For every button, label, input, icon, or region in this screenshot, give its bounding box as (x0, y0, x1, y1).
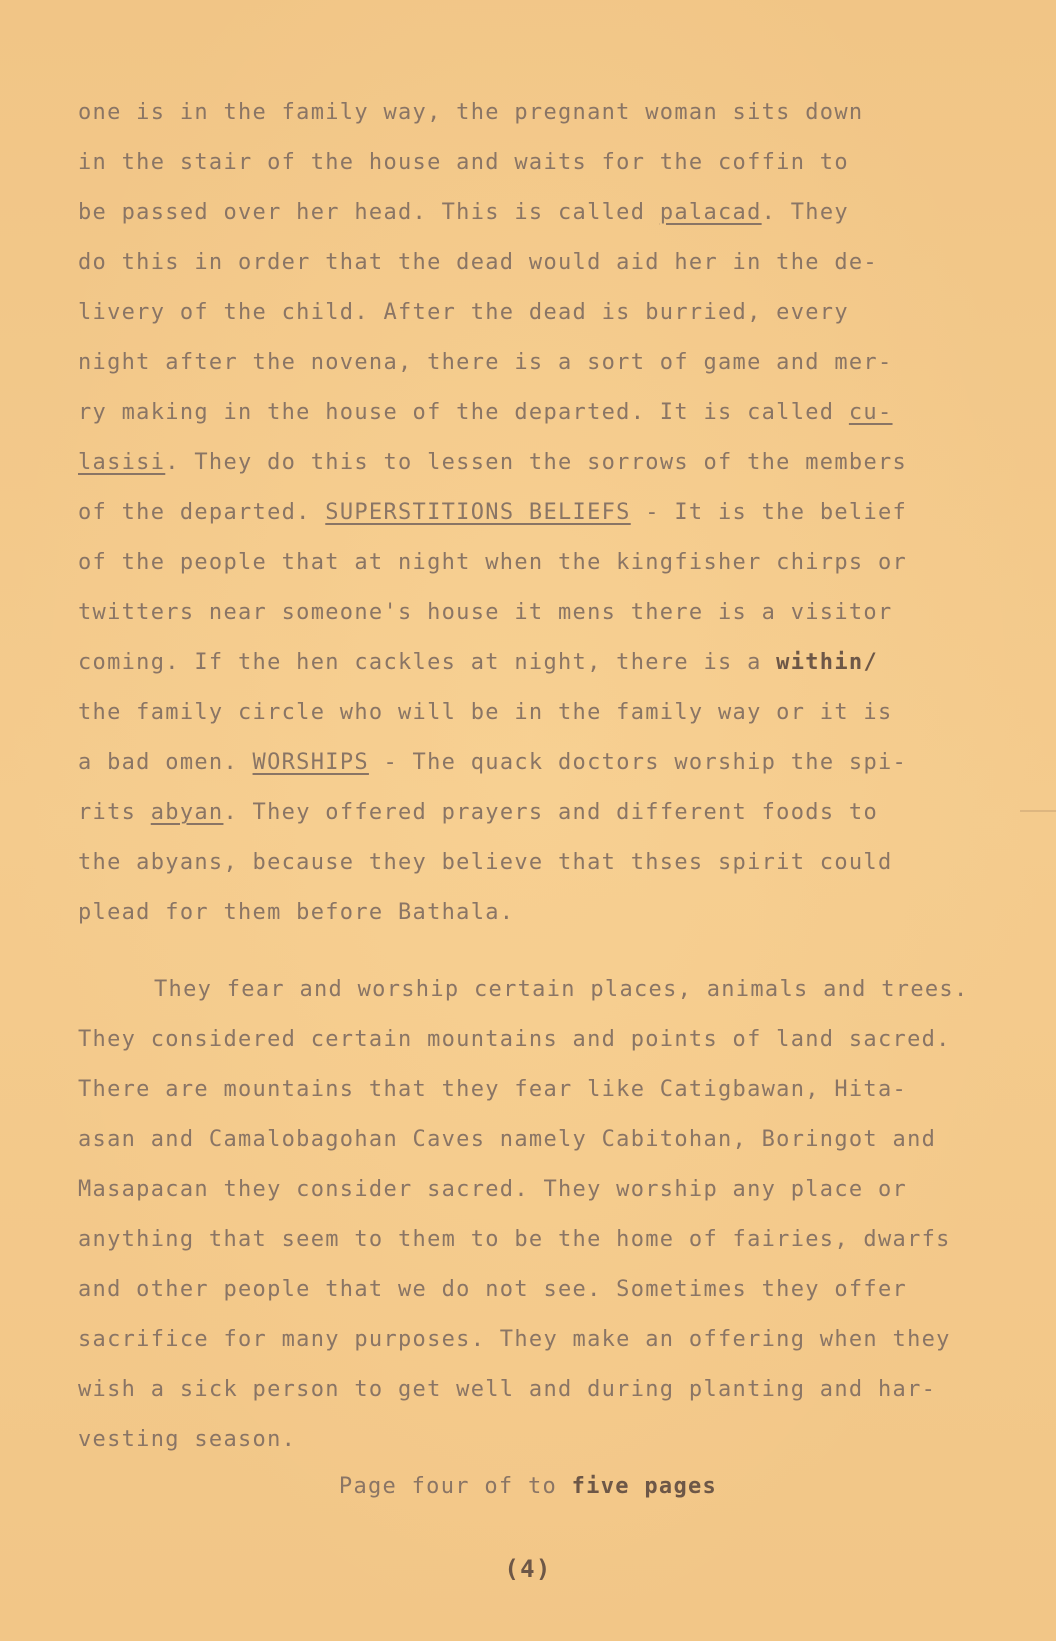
text-line (78, 1365, 1008, 1415)
paragraph-1 (78, 88, 1008, 938)
text-line (78, 1065, 1008, 1115)
text-line (78, 638, 1008, 688)
text-line (78, 1265, 1008, 1315)
text-line (78, 838, 1008, 888)
line-text: coming. If the hen cackles at night, there is a (78, 650, 777, 675)
text-line (78, 538, 1008, 588)
line-text: be passed over her head. This is called (78, 200, 660, 225)
text-line (78, 1115, 1008, 1165)
page-number (0, 1555, 1056, 1583)
heading-superstitions-beliefs: SUPERSTITIONS BELIEFS (325, 500, 631, 525)
line-text: There are mountains that they fear like Catigbawan, Hita- (78, 1077, 908, 1102)
line-text: of the departed. (78, 500, 326, 525)
page-note-bold: five pages (571, 1474, 718, 1499)
line-text: anything that seem to them to be the home of fairies, dwarfs (78, 1227, 951, 1252)
page-note (0, 1474, 1056, 1499)
text-line (78, 1165, 1008, 1215)
line-text: rits (78, 800, 151, 825)
paper-edge-mark (1020, 810, 1056, 812)
line-text: . They do this to lessen the sorrows of the members (165, 450, 908, 475)
line-text: the abyans, because they believe that thses spirit could (78, 850, 893, 875)
line-text: They fear and worship certain places, animals and trees. (154, 977, 969, 1002)
line-text: They considered certain mountains and points of land sacred. (78, 1027, 951, 1052)
line-text: sacrifice for many purposes. They make an offering when they (78, 1327, 951, 1352)
text-line (78, 1215, 1008, 1265)
page-number-text: (4) (504, 1555, 552, 1583)
line-text: - It is the belief (630, 500, 908, 525)
text-line (78, 338, 1008, 388)
text-line (78, 238, 1008, 288)
line-text: . They offered prayers and different foods to (223, 800, 878, 825)
text-line (78, 188, 1008, 238)
line-text: the family circle who will be in the family way or it is (78, 700, 893, 725)
line-text: in the stair of the house and waits for the coffin to (78, 150, 849, 175)
text-line (78, 1315, 1008, 1365)
line-text: twitters near someone's house it mens there is a visitor (78, 600, 893, 625)
text-line (78, 88, 1008, 138)
text-line (78, 688, 1008, 738)
line-text: Masapacan they consider sacred. They worship any place or (78, 1177, 908, 1202)
line-text: vesting season. (78, 1427, 297, 1452)
page-note-text: Page four of to (338, 1474, 572, 1499)
line-text: one is in the family way, the pregnant woman sits down (78, 100, 864, 125)
line-text: - The quack doctors worship the spi- (368, 750, 908, 775)
text-line (78, 488, 1008, 538)
text-line (78, 788, 1008, 838)
text-line (78, 438, 1008, 488)
line-text: of the people that at night when the kingfisher chirps or (78, 550, 908, 575)
line-text: and other people that we do not see. Sometimes they offer (78, 1277, 908, 1302)
text-line (78, 388, 1008, 438)
line-text: plead for them before Bathala. (78, 900, 515, 925)
line-text: night after the novena, there is a sort of game and mer- (78, 350, 893, 375)
text-line (78, 738, 1008, 788)
text-line (78, 965, 1008, 1015)
line-text: asan and Camalobagohan Caves namely Cabitohan, Boringot and (78, 1127, 937, 1152)
text-line (78, 1015, 1008, 1065)
word-within-bold: within/ (776, 650, 878, 675)
line-text: livery of the child. After the dead is burried, every (78, 300, 849, 325)
paragraph-2 (78, 965, 1008, 1465)
text-line (78, 888, 1008, 938)
line-text: wish a sick person to get well and during planting and har- (78, 1377, 937, 1402)
text-line (78, 138, 1008, 188)
text-line (78, 588, 1008, 638)
heading-worships: WORSHIPS (252, 750, 369, 775)
term-culasisi-part1: cu- (848, 400, 893, 425)
term-palacad: palacad (659, 200, 762, 225)
term-culasisi-part2: lasisi (78, 450, 166, 475)
text-line (78, 288, 1008, 338)
line-text: do this in order that the dead would aid her in the de- (78, 250, 878, 275)
line-text: ry making in the house of the departed. It is called (78, 400, 849, 425)
line-text: a bad omen. (78, 750, 253, 775)
line-text: . They (761, 200, 849, 225)
text-line (78, 1415, 1008, 1465)
term-abyan: abyan (150, 800, 224, 825)
